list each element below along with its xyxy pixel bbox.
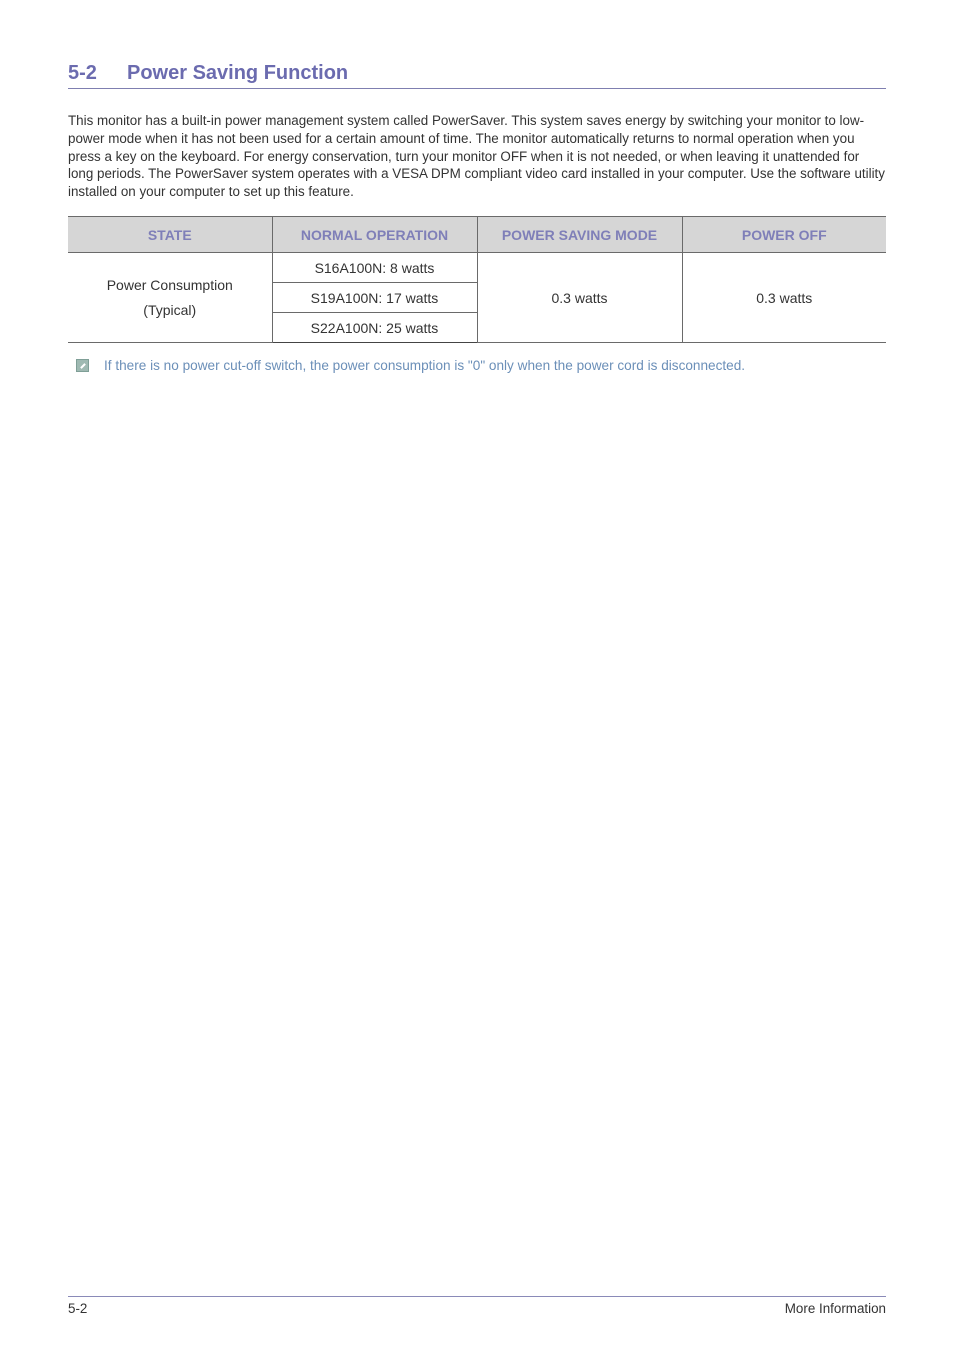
note (76, 358, 886, 376)
state-cell (68, 253, 272, 343)
power-off-cell: 0.3 watts (682, 253, 886, 343)
section-number: 5-2 (68, 62, 97, 84)
section-title (68, 62, 886, 89)
header-state: STATE (68, 217, 272, 253)
footer-divider (68, 1296, 886, 1297)
normal-operation-cell: S19A100N: 17 watts (272, 283, 477, 313)
footer-page-number: 5-2 (68, 1301, 88, 1316)
header-power-off: POWER OFF (682, 217, 886, 253)
normal-operation-cell: S22A100N: 25 watts (272, 313, 477, 343)
state-label: Power Consumption (106, 276, 233, 293)
header-power-saving-mode: POWER SAVING MODE (477, 217, 682, 253)
table-row (68, 253, 886, 283)
normal-operation-cell: S16A100N: 8 watts (272, 253, 477, 283)
footer-chapter: More Information (784, 1301, 886, 1316)
header-normal-operation: NORMAL OPERATION (272, 217, 477, 253)
note-pencil-icon (76, 359, 89, 372)
table-header-row (68, 217, 886, 253)
section-heading: Power Saving Function (127, 62, 349, 84)
intro-paragraph: This monitor has a built-in power management system called PowerSaver. This system saves energy by switching your monitor to low-power mode when it has not been used for a certain amount of time. The monitor automatically returns to normal operation when you press a key on the keyboard. For energy conservation, turn your monitor OFF when it is not needed, or when leaving it unattended for long periods. The PowerSaver system operates with a VESA DPM compliant video card installed in your computer. Use the software utility installed on your computer to set up this feature. (68, 113, 885, 200)
power-consumption-table (68, 216, 886, 343)
state-sublabel: (Typical) (143, 301, 197, 318)
power-saving-mode-cell: 0.3 watts (477, 253, 682, 343)
note-text: If there is no power cut-off switch, the power consumption is "0" only when the power cord is disconnected. (104, 358, 746, 373)
